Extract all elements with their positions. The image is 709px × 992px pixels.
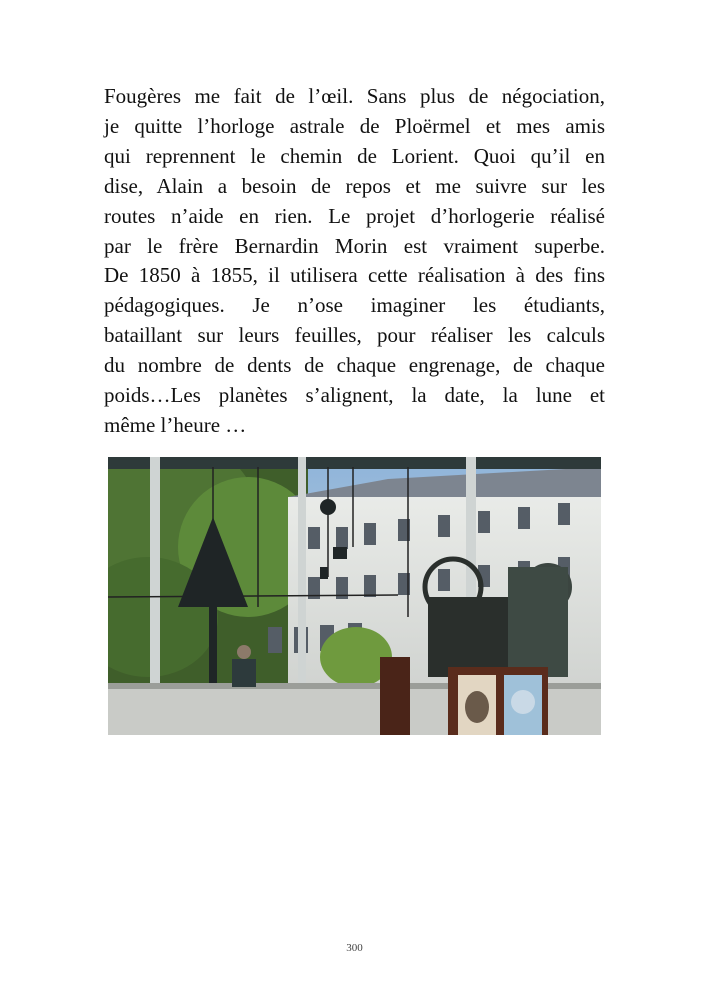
text-line-1: Fougères me fait de l’œil. Sans plus de négociation,	[104, 84, 605, 108]
astral-clock-photo	[108, 457, 601, 735]
text-line-3: qui reprennent le chemin de Lorient. Quoi qu’il en	[104, 143, 605, 168]
text-line-12: même l’heure …	[104, 412, 247, 437]
text-line-8: pédagogiques. Je n’ose imaginer les étudiants,	[104, 293, 605, 318]
page-number: 300	[346, 942, 363, 954]
text-line-11: poids…Les planètes s’alignent, la date, la lune et	[104, 383, 605, 408]
text-line-10: du nombre de dents de chaque engrenage, de chaque	[104, 353, 605, 378]
text-line-5: routes n’aide en rien. Le projet d’horlogerie réalisé	[104, 203, 605, 228]
text-line-9: bataillant sur leurs feuilles, pour réaliser les calculs	[104, 323, 605, 348]
text-line-6: par le frère Bernardin Morin est vraiment superbe.	[104, 233, 605, 258]
text-line-7: De 1850 à 1855, il utilisera cette réalisation à des fins	[104, 263, 605, 288]
text-line-2: je quitte l’horloge astrale de Ploërmel et mes amis	[104, 113, 605, 138]
body-text	[104, 82, 605, 441]
photo-illustration	[108, 457, 601, 735]
text-line-4: dise, Alain a besoin de repos et me suivre sur les	[104, 173, 605, 198]
